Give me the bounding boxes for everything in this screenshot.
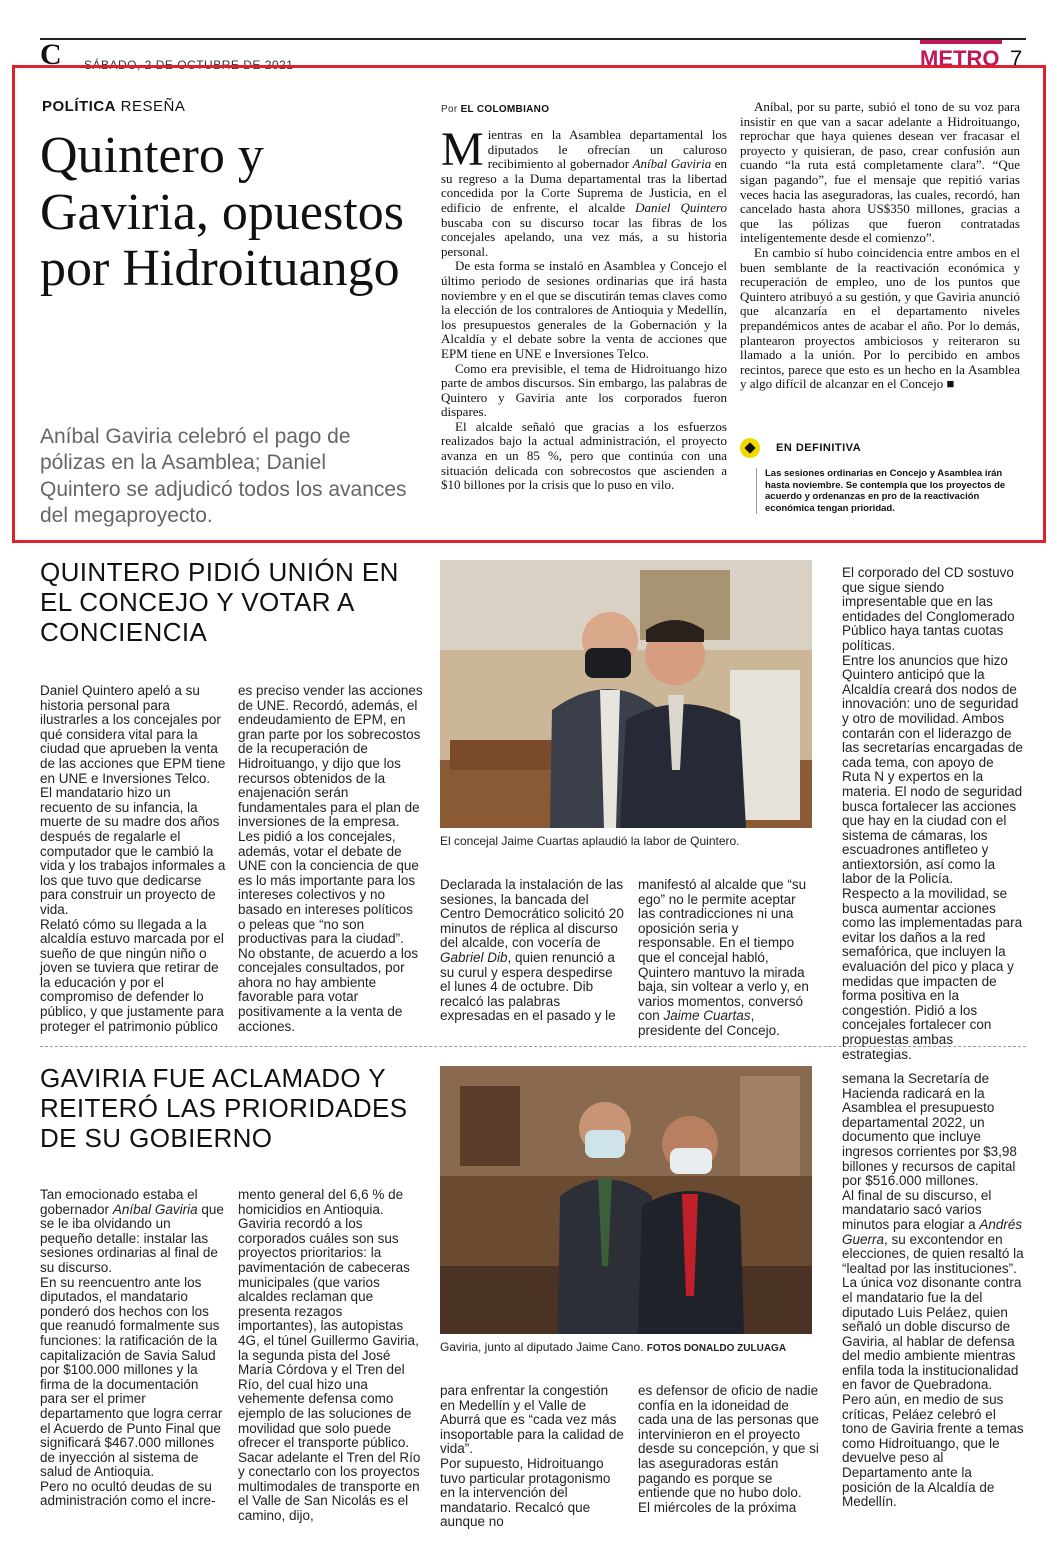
person-name: Aníbal Gaviria: [632, 156, 712, 172]
en-definitiva-heading: EN DEFINITIVA: [776, 442, 862, 454]
page-date: SÁBADO, 2 DE OCTUBRE DE 2021: [84, 58, 294, 72]
photo-caption-2: [440, 1340, 786, 1354]
lead-paragraph-6: En cambio sí hubo coincidencia entre ambos en el buen semblante de la reactivación económica y recuperación de empleo, uno de los puntos que Quintero atribuyó a su gestión, y que Gaviria anunció que alcanzaría en el departamento niveles prepandémicos antes de acabar el año. Por lo demás, plantearon proyectos ambiciosos y reiteraron su llamado a la unión. Por lo percibido en ambos recintos, parece que esto es un hecho en la Asamblea y algo difícil de alcanzar en el Concejo ■: [740, 244, 1020, 392]
lead-paragraph-4: El alcalde señaló que gracias a los esfuerzos realizados bajo la actual administración, el proyecto avanza en un 85 %, pero que continúa con una situación delicada con sobrecostos que ascienden a $10 billones por la crisis que lo puso en vilo.: [441, 418, 727, 493]
person-name: Aníbal Gaviria: [112, 1201, 198, 1217]
deck: Aníbal Gaviria celebró el pago de pólizas en la Asamblea; Daniel Quintero se adjudicó todos los avances del megaproyecto.: [40, 425, 407, 528]
byline-author: EL COLOMBIANO: [460, 104, 550, 115]
newspaper-logo: C: [40, 40, 62, 70]
text-run: Declarada la instalación de las sesiones, la bancada del Centro Democrático solicitó 20 minutos de réplica al discurso del alcalde, con vocería de: [440, 877, 624, 951]
person-name: Andrés Guerra: [842, 1216, 1023, 1247]
article-1-column-2: es preciso vender las acciones de UNE. Recordó, además, el endeudamiento de EPM, en gran parte por los sobrecostos de la recuperación de Hidroituango, y dijo que los recursos obtenidos de la enajenación serán fundamentales para el plan de inversiones de la empresa. Les pidió a los concejales, además, votar el debate de UNE con la conciencia de que es lo más importante para los intereses colectivos y no basado en intereses políticos o peleas que “no son productivas para la ciudad”. No obstante, de acuerdo a los concejales consultados, por ahora no hay ambiente favorable para votar positivamente a la venta de acciones.: [238, 683, 423, 1034]
text-run: manifestó al alcalde que “su ego” no le permite aceptar las contradicciones ni una oposición seria y responsable. En el tiempo que el concejal habló, Quintero mantuvo la mirada baja, sin voltear a verlo y, en varios momentos, conversó con: [638, 877, 809, 1024]
text-run: buscaba con su discurso tocar las fibras de los concejales apelando, una vez más, a su historia personal.: [441, 214, 727, 259]
photo-concejo: [440, 560, 812, 828]
article-2-column-3: para enfrentar la congestión en Medellín y el Valle de Aburrá que es “cada vez más insoportable para la calidad de vida”. Por supuesto, Hidroituango tuvo particular protagonismo en la intervención del mandatario. Recalcó que aunque no: [440, 1383, 624, 1530]
lead-paragraph-3: Como era previsible, el tema de Hidroituango hizo parte de ambos discursos. Sin embargo, las palabras de Quintero y Gaviria ante los corporados fueron dispares.: [441, 360, 727, 420]
article-1-column-5: El corporado del CD sostuvo que sigue siendo impresentable que en las entidades del Conglomerado Público haya tantas cuotas políticas. Entre los anuncios que hizo Quintero anticipó que la Alcaldía creará dos nodos de innovación: uno de seguridad y otro de movilidad. Ambos contarán con el liderazgo de las secretarías encargadas de cada tema, con apoyo de Ruta N y expertos en la materia. El nodo de seguridad busca fortalecer las acciones que hay en la ciudad con el sistema de cámaras, los escuadrones antifleteo y antiextorsión, así como la labor de la Policía. Respecto a la movilidad, se busca aumentar acciones como las implementadas para evitar los daños a la red semafórica, que incluyen la evaluación del pico y placa y medidas que impacten de forma positiva en la congestión. Pidió a los concejales fortalecer con propuestas ambas estrategias.: [842, 565, 1023, 1062]
lead-column-2: [740, 100, 1020, 392]
article-2-column-1: [40, 1188, 226, 1509]
lead-paragraph-5: Aníbal, por su parte, subió el tono de su voz para insistir en que van a sacar adelante a Hidroituango, reprochar que haya quienes desean ver fracasar el proyecto y quisieran, de paso, crear confusión aun cuando “la ruta está completamente clara”. “Que sigan pagando”, fue el mensaje que repitió varias veces hacia las aseguradoras, las cuales, recordó, han cancelado hasta ahora US$350 millones, gracias a que las pólizas que fueron contratadas inteligentemente desde el comienzo”.: [740, 99, 1020, 246]
text-run: , su excontendor en elecciones, de quien resaltó la “lealtad por las instituciones”. La única voz disonante contra el mandatario fue la del diputado Luis Peláez, quien señaló un doble discurso de Gaviria, al hablar de defensa del medio ambiente mientras enfila toda la institucionalidad en favor de Quebradona. Pero aún, en medio de sus críticas, Peláez celebró el tono de Gaviria frente a temas como Hidroituango, que le devuelve peso al Departamento ante la posición de la Alcaldía de Medellín.: [842, 1231, 1024, 1510]
kicker-section: POLÍTICA: [42, 98, 116, 115]
kicker: [42, 98, 185, 115]
drop-cap: M: [441, 123, 484, 176]
headline: Quintero y Gaviria, opuestos por Hidroituango: [40, 127, 404, 298]
article-1-title: QUINTERO PIDIÓ UNIÓN EN EL CONCEJO Y VOTAR A CONCIENCIA: [40, 557, 399, 647]
person-name: Jaime Cuartas: [663, 1008, 751, 1024]
text-run: en su regreso a la Duma departamental tras la libertad concedida por la Corte Suprema de Justicia, en el edificio de enfrente, el alcalde: [441, 156, 728, 215]
photo-caption-1: El concejal Jaime Cuartas aplaudió la labor de Quintero.: [440, 834, 740, 848]
lead-paragraph-2: De esta forma se instaló en Asamblea y Concejo el último periodo de sesiones ordinarias que irá hasta noviembre y en el que se discutirán temas claves como la elección de los contralores de Antioquia y Medellín, los presupuestos generales de la Gobernación y la Alcaldía y el debate sobre la venta de acciones que EPM tiene en UNE e Inversiones Telco.: [441, 258, 727, 361]
photo-credit: FOTOS DONALDO ZULUAGA: [646, 1343, 787, 1354]
byline: [441, 104, 549, 115]
header-rule: [40, 38, 1026, 40]
person-name: Gabriel Dib: [440, 949, 508, 965]
text-run: semana la Secretaría de Hacienda radicará en la Asamblea el presupuesto departamental 2022, un documento que incluye ingresos corrientes por $3,98 billones y recursos de capital por $516.000 millones. Al final de su discurso, el mandatario sacó varios minutos para elogiar a: [842, 1071, 1017, 1232]
article-2-column-5: [842, 1072, 1024, 1510]
section-divider: [40, 1046, 1026, 1047]
section-name: METRO: [920, 46, 1000, 71]
lead-column-1: [441, 123, 728, 493]
article-1-column-1: Daniel Quintero apeló a su historia personal para ilustrarles a los concejales por qué considera vital para la ciudad que aprueben la venta de las acciones que EPM tiene en UNE e Inversiones Telco. El mandatario hizo un recuento de su infancia, la muerte de su madre dos años después de regalarle el computador que le cambió la vida y los trabajos informales a los que tuvo que dedicarse para construir un proyecto de vida. Relató cómo su llegada a la alcaldía estuvo marcada por el sueño de que ningún niño o joven se tuviera que retirar de la educación y por el compromiso de defender lo público, y que justamente para proteger el patrimonio público: [40, 683, 226, 1034]
section-tab: [920, 40, 1026, 71]
text-run: Tan emocionado estaba el gobernador: [40, 1187, 198, 1217]
article-2-column-2: mento general del 6,6 % de homicidios en Antioquia. Gaviria recordó a los corporados cuáles son sus proyectos prioritarios: la pavimentación de cabeceras municipales (que varios alcaldes reclaman que presenta rezagos importantes), las autopistas 4G, el túnel Guillermo Gaviria, la segunda pista del José María Córdova y el Tren del Río, del cual hizo una vehemente defensa como ejemplo de las soluciones de movilidad que solo puede ofrecer el transporte público. Sacar adelante el Tren del Río y conectarlo con los proyectos multimodales de transporte en el Valle de San Nicolás es el camino, dijo,: [238, 1187, 421, 1524]
text-run: , presidente del Concejo.: [638, 1008, 780, 1038]
article-2-title: GAVIRIA FUE ACLAMADO Y REITERÓ LAS PRIORIDADES DE SU GOBIERNO: [40, 1063, 408, 1153]
photo-asamblea: [440, 1066, 812, 1334]
section-color-bar: [920, 40, 1002, 44]
text-run: que se le iba olvidando un pequeño detalle: instalar las sesiones ordinarias al final de su discurso. En su reencuentro ante los diputados, el mandatario ponderó dos hechos con los que reanudó formalmente sus funciones: la ratificación de la capitalización de Savia Salud por $100.000 millones y la firma de la documentación para ser el primer departamento que logra cerrar el Acuerdo de Punto Final que significará $467.000 millones de inyección al sistema de salud de Antioquia. Pero no ocultó deudas de su administración como el incre-: [40, 1201, 224, 1509]
article-1-column-3: [440, 878, 626, 1024]
page-number: 7: [1010, 46, 1023, 71]
caption-text: Gaviria, junto al diputado Jaime Cano.: [440, 1340, 644, 1354]
text-run: ientras en la Asamblea departamental los diputados le ofrecían un caluroso recibimiento al gobernador: [487, 127, 727, 172]
diamond-icon: [740, 438, 760, 458]
byline-prefix: Por: [441, 104, 458, 115]
article-1-column-4: [638, 878, 814, 1039]
en-definitiva-text: Las sesiones ordinarias en Concejo y Asamblea irán hasta noviembre. Se contempla que los proyectos de acuerdo y ordenanzas en pro de la reactivación económica tengan prioridad.: [756, 468, 1027, 514]
person-name: Daniel Quintero: [635, 199, 727, 215]
lead-paragraph-1: [441, 123, 728, 259]
kicker-type: RESEÑA: [120, 98, 186, 115]
text-run: , quien renunció a su curul y espera despedirse el lunes 4 de octubre. Dib recalcó las palabras expresadas en el pasado y le: [440, 949, 616, 1024]
article-2-column-4: es defensor de oficio de nadie confía en la idoneidad de cada una de las personas que intervinieron en el proyecto desde su concepción, y que si las aseguradoras están pagando es porque se entiende que no hubo dolo. El miércoles de la próxima: [638, 1383, 819, 1515]
